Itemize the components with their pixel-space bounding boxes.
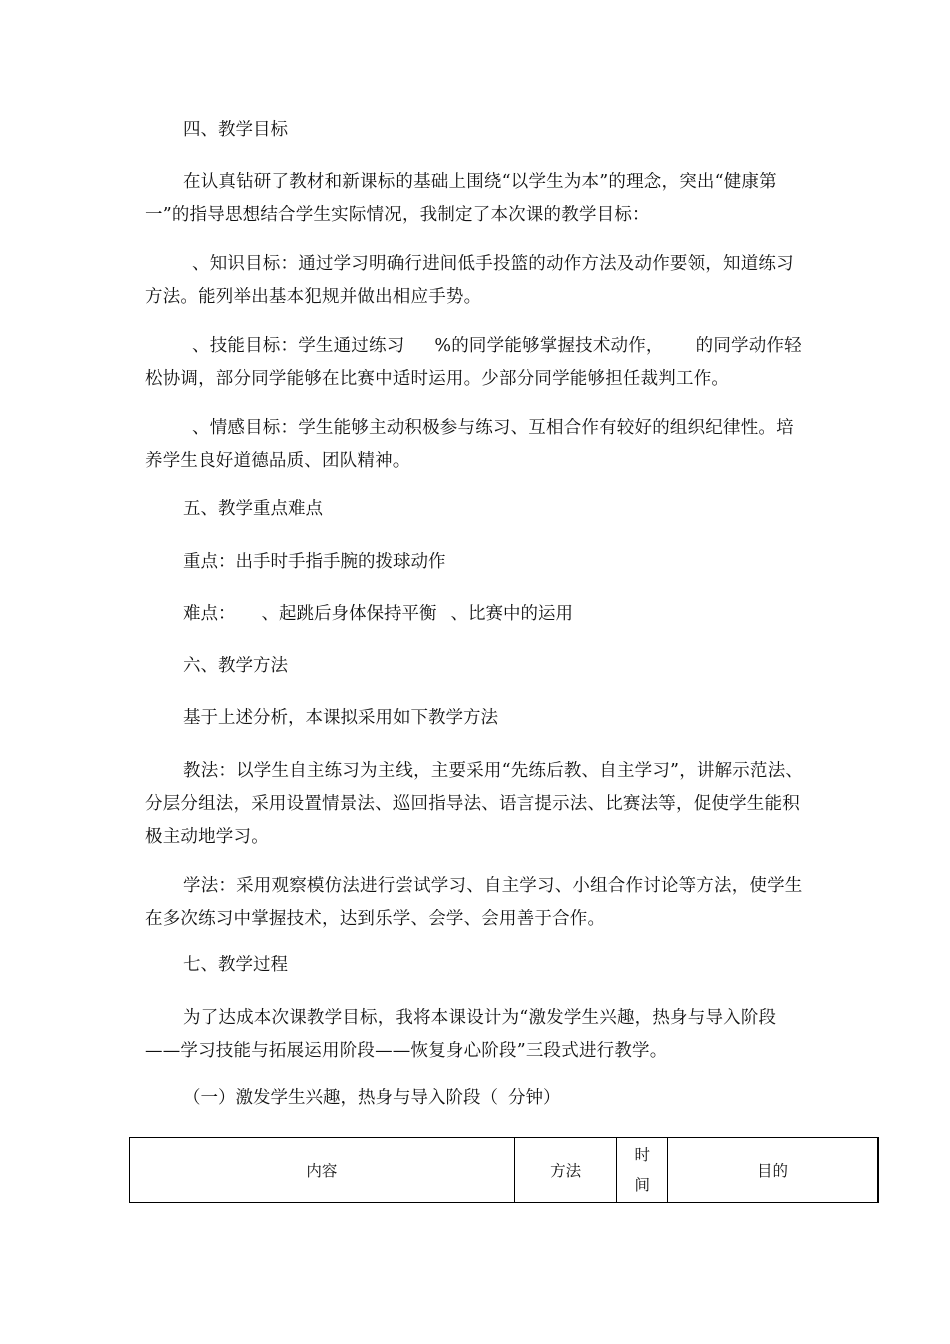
paragraph-teaching-method: 教法：以学生自主练习为主线，主要采用“先练后教、自主学习”，讲解示范法、分层分组法，采用设置情景法、巡回指导法、语言提示法、比赛法等，促使学生能积极主动地学习。 — [145, 761, 804, 847]
difficulty-label: 难点： — [183, 604, 236, 624]
header-cell-time — [617, 1138, 668, 1203]
section-heading-teaching-process: 七、教学过程 — [183, 955, 288, 975]
header-cell-purpose: 目的 — [668, 1138, 878, 1203]
stage-one-heading-a: （一）激发学生兴趣，热身与导入阶段（ — [183, 1088, 498, 1108]
difficulty-item-2: 、比赛中的运用 — [450, 604, 573, 624]
paragraph-emotion-goal — [145, 412, 810, 478]
header-cell-method: 方法 — [514, 1138, 616, 1203]
paragraph-goals-intro: 在认真钻研了教材和新课标的基础上围绕“以学生为本”的理念，突出“健康第一”的指导思想结合学生实际情况，我制定了本次课的教学目标： — [145, 172, 777, 225]
header-time-char-1: 时 — [634, 1146, 650, 1164]
skill-goal-text-b: %的同学能够掌握技术动作， — [434, 336, 664, 356]
methods-intro-line: 基于上述分析，本课拟采用如下教学方法 — [183, 708, 498, 728]
paragraph-knowledge-goal — [145, 248, 810, 314]
paragraph-learning-method: 学法：采用观察模仿法进行尝试学习、自主学习、小组合作讨论等方法，使学生在多次练习中掌握技术，达到乐学、会学、会用善于合作。 — [145, 876, 803, 929]
stage-one-table — [129, 1137, 879, 1203]
stage-one-heading — [145, 1086, 810, 1110]
section-heading-teaching-goals: 四、教学目标 — [183, 120, 288, 140]
skill-goal-text-a: 、技能目标：学生通过练习 — [192, 336, 405, 356]
paragraph-process-intro: 为了达成本次课教学目标，我将本课设计为“激发学生兴趣，热身与导入阶段——学习技能与拓展运用阶段——恢复身心阶段”三段式进行教学。 — [145, 1008, 777, 1061]
section-heading-key-points: 五、教学重点难点 — [183, 499, 323, 519]
emotion-goal-text: 、情感目标：学生能够主动积极参与练习、互相合作有较好的组织纪律性。培养学生良好道德品质、团队精神。 — [145, 418, 794, 471]
stage-one-heading-b: 分钟） — [508, 1088, 561, 1108]
header-time-char-2: 间 — [634, 1176, 650, 1194]
section-heading-teaching-methods: 六、教学方法 — [183, 656, 288, 676]
difficulty-item-1: 、起跳后身体保持平衡 — [261, 604, 437, 624]
knowledge-goal-text: 、知识目标：通过学习明确行进间低手投篮的动作方法及动作要领，知道练习方法。能列举出基本犯规并做出相应手势。 — [145, 254, 794, 307]
key-point-line: 重点：出手时手指手腕的拨球动作 — [183, 552, 446, 572]
skill-goal-text-c: 的同学动作轻松协调，部分同学能够在比赛中适时运用。少部分同学能够担任裁判工作。 — [145, 336, 802, 389]
difficulty-line — [145, 602, 810, 626]
paragraph-skill-goal — [145, 330, 810, 396]
table-header-row — [130, 1138, 879, 1203]
header-cell-content: 内容 — [130, 1138, 515, 1203]
